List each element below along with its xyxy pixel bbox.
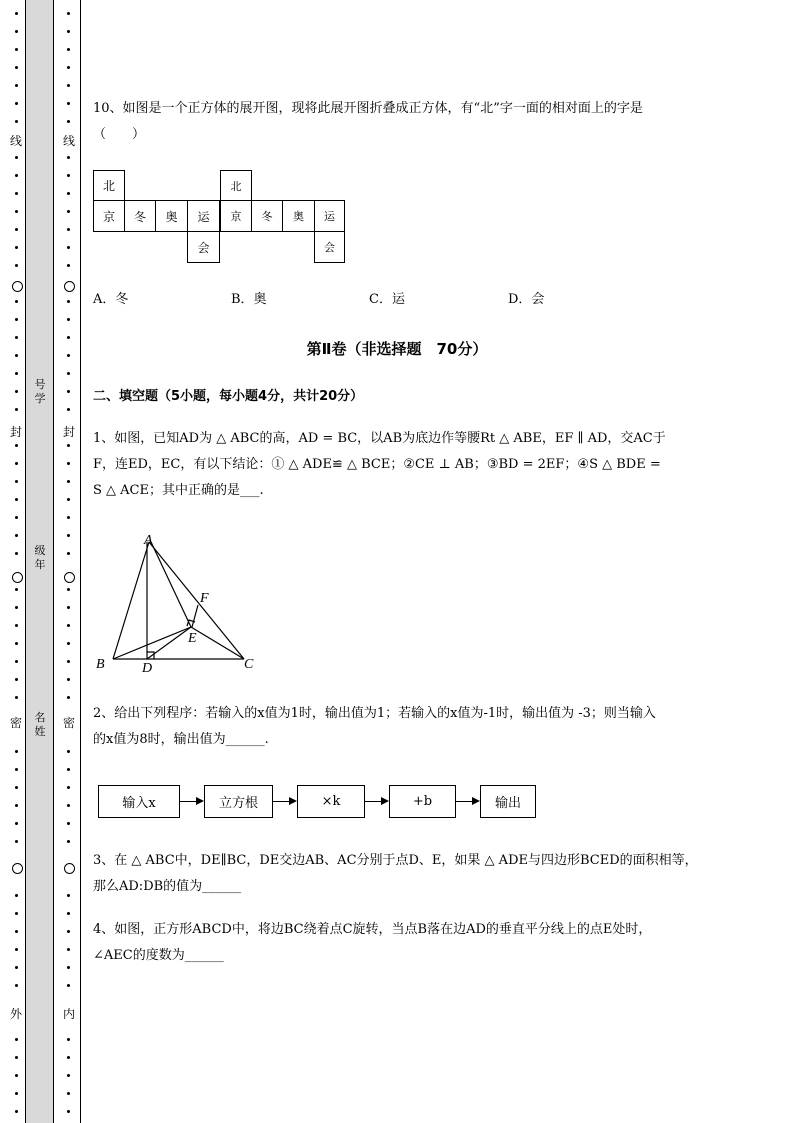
margin-dot (15, 228, 18, 231)
margin-dot (15, 642, 18, 645)
margin-label-mi-outer: 密 (9, 716, 22, 730)
q10-option-c: C．运 (369, 292, 405, 307)
margin-dot (67, 48, 70, 51)
margin-dot (67, 1110, 70, 1113)
net1-cell-hui: 会 (187, 231, 220, 263)
margin-dot (15, 498, 18, 501)
margin-dot (67, 390, 70, 393)
margin-dot (15, 912, 18, 915)
margin-dot (67, 120, 70, 123)
margin-circle (12, 863, 23, 874)
flow-arrowhead (289, 797, 297, 805)
margin-dot (67, 696, 70, 699)
q10-option-d: D．会 (508, 292, 545, 307)
margin-dot (15, 30, 18, 33)
margin-dot (67, 606, 70, 609)
margin-circle (64, 281, 75, 292)
net1-cell-ao: 奥 (155, 200, 188, 232)
margin-dot (67, 840, 70, 843)
field-grade-label: 级年 (34, 544, 46, 571)
margin-dot (15, 444, 18, 447)
margin-dot (67, 534, 70, 537)
fill-in-blank-heading: 二、填空题（5小题，每小题4分，共计20分） (93, 389, 364, 404)
margin-dot (67, 912, 70, 915)
flow-arrowhead (472, 797, 480, 805)
margin-dot (15, 894, 18, 897)
margin-dot (15, 606, 18, 609)
margin-dot (67, 462, 70, 465)
flow-output-box: 输出 (480, 785, 536, 818)
margin-dot (15, 588, 18, 591)
margin-dot (15, 534, 18, 537)
margin-dot (15, 1074, 18, 1077)
net2-cell-ao: 奥 (282, 200, 315, 232)
margin-dot (15, 300, 18, 303)
margin-dot (15, 750, 18, 753)
q10-text: 10、如图是一个正方体的展开图，现将此展开图折叠成正方体，有“北”字一面的相对面上的字是 (93, 101, 643, 116)
margin-circle (12, 281, 23, 292)
margin-label-nei: 内 (62, 1007, 75, 1021)
margin-dot (67, 300, 70, 303)
margin-dot (15, 930, 18, 933)
margin-dot (67, 768, 70, 771)
point-c-label: C (244, 657, 254, 672)
margin-dot (15, 66, 18, 69)
margin-dot (15, 174, 18, 177)
margin-dot (67, 12, 70, 15)
margin-circle (64, 863, 75, 874)
margin-dot (67, 678, 70, 681)
margin-dot (67, 516, 70, 519)
margin-dot (67, 930, 70, 933)
triangle-diagram (90, 528, 270, 678)
flow-arrow (180, 801, 196, 802)
q1-line1: 1、如图，已知AD为 △ ABC的高，AD = BC，以AB为底边作等腰Rt △ ABE，EF ∥ AD，交AC于 (93, 431, 666, 446)
margin-dot (67, 480, 70, 483)
point-e-label: E (188, 631, 197, 646)
margin-label-mi-inner: 密 (62, 716, 75, 730)
flow-multiply-k-box: ×k (297, 785, 365, 818)
margin-dot (67, 174, 70, 177)
margin-dot (67, 822, 70, 825)
margin-dot (15, 1110, 18, 1113)
margin-circle (64, 572, 75, 583)
margin-dot (67, 1092, 70, 1095)
net1-cell-jing: 京 (93, 200, 125, 232)
margin-label-xian-outer: 线 (9, 134, 22, 148)
margin-dot (15, 840, 18, 843)
margin-dot (67, 660, 70, 663)
margin-dot (15, 156, 18, 159)
margin-dot (15, 84, 18, 87)
q10-blank: （ ） (93, 127, 146, 142)
flow-cube-root-box: 立方根 (204, 785, 273, 818)
net2-cell-bei: 北 (220, 170, 252, 201)
margin-dot (15, 660, 18, 663)
net2-cell-yun: 运 (314, 200, 345, 232)
margin-dot (67, 588, 70, 591)
margin-dot (67, 210, 70, 213)
margin-label-feng-inner: 封 (62, 425, 75, 439)
margin-dot (67, 156, 70, 159)
net2-cell-hui: 会 (314, 231, 345, 263)
margin-dot (15, 1092, 18, 1095)
margin-dot (67, 264, 70, 267)
margin-dot (15, 768, 18, 771)
q4-line2: ∠AEC的度数为______ (93, 948, 224, 963)
margin-dot (15, 264, 18, 267)
point-b-label: B (96, 657, 105, 672)
margin-dot (15, 102, 18, 105)
margin-dot (15, 480, 18, 483)
net2-cell-dong: 冬 (251, 200, 283, 232)
margin-dot (67, 30, 70, 33)
margin-dot (67, 894, 70, 897)
q3-line2: 那么AD:DB的值为______ (93, 879, 242, 894)
point-a-label: A (144, 533, 153, 548)
margin-label-xian-inner: 线 (62, 134, 75, 148)
q2-line1: 2、给出下列程序：若输入的x值为1时，输出值为1；若输入的x值为-1时，输出值为 -3；则当输入 (93, 706, 656, 721)
margin-dot (67, 1074, 70, 1077)
point-f-label: F (200, 591, 209, 606)
point-d-label: D (142, 661, 153, 676)
margin-dot (67, 786, 70, 789)
margin-dot (67, 804, 70, 807)
margin-dot (15, 48, 18, 51)
net1-cell-dong: 冬 (124, 200, 156, 232)
net1-cell-yun: 运 (187, 200, 220, 232)
margin-dot (15, 120, 18, 123)
margin-dot (15, 246, 18, 249)
margin-circle (12, 572, 23, 583)
margin-dot (67, 750, 70, 753)
margin-line-middle (53, 0, 54, 1123)
margin-dot (15, 822, 18, 825)
field-exam-number-label: 号学 (34, 378, 46, 405)
margin-label-feng-outer: 封 (9, 425, 22, 439)
margin-dot (15, 678, 18, 681)
margin-dot (67, 984, 70, 987)
margin-dot (67, 948, 70, 951)
q1-line2: F，连ED，EC，有以下结论：① △ ADE≌ △ BCE；②CE ⊥ AB；③BD = 2EF；④S △ BDE = (93, 457, 661, 472)
field-name-label: 名姓 (34, 711, 46, 738)
margin-dot (15, 462, 18, 465)
margin-dot (15, 516, 18, 519)
flow-add-b-box: +b (389, 785, 456, 818)
margin-dot (67, 84, 70, 87)
margin-dot (15, 408, 18, 411)
q10-option-b: B．奥 (231, 292, 267, 307)
margin-dot (67, 444, 70, 447)
margin-dot (67, 228, 70, 231)
margin-dot (67, 102, 70, 105)
margin-dot (67, 1056, 70, 1059)
margin-dot (15, 318, 18, 321)
flow-arrow (273, 801, 289, 802)
margin-dot (15, 390, 18, 393)
margin-dot (15, 948, 18, 951)
margin-dot (67, 408, 70, 411)
margin-label-wai: 外 (9, 1007, 22, 1021)
margin-dot (67, 552, 70, 555)
margin-dot (15, 696, 18, 699)
flow-arrow (456, 801, 472, 802)
flow-arrow (365, 801, 381, 802)
q3-line1: 3、在 △ ABC中，DE∥BC，DE交边AB、AC分别于点D、E，如果 △ ADE与四边形BCED的面积相等， (93, 853, 698, 868)
margin-dot (67, 66, 70, 69)
margin-dot (67, 498, 70, 501)
margin-dot (15, 192, 18, 195)
margin-dot (15, 966, 18, 969)
q10-option-a: A．冬 (93, 292, 129, 307)
margin-dot (67, 1038, 70, 1041)
margin-dot (15, 1056, 18, 1059)
margin-line-outer (25, 0, 26, 1123)
flow-arrowhead (381, 797, 389, 805)
margin-dot (15, 210, 18, 213)
margin-dot (15, 1038, 18, 1041)
net2-cell-jing: 京 (220, 200, 252, 232)
flow-arrowhead (196, 797, 204, 805)
margin-dot (15, 624, 18, 627)
margin-dot (15, 804, 18, 807)
margin-dot (67, 966, 70, 969)
margin-dot (67, 624, 70, 627)
q2-line2: 的x值为8时，输出值为______. (93, 732, 269, 747)
margin-dot (15, 984, 18, 987)
margin-dot (15, 372, 18, 375)
section-2-title: 第Ⅱ卷（非选择题 70分） (306, 340, 488, 358)
margin-dot (67, 372, 70, 375)
margin-dot (67, 642, 70, 645)
net1-cell-bei: 北 (93, 170, 125, 201)
margin-dot (15, 786, 18, 789)
q4-line1: 4、如图，正方形ABCD中，将边BC绕着点C旋转，当点B落在边AD的垂直平分线上的点E处时， (93, 922, 652, 937)
margin-dot (67, 246, 70, 249)
margin-dot (67, 192, 70, 195)
q1-line3: S △ ACE；其中正确的是___. (93, 483, 264, 498)
margin-dot (15, 12, 18, 15)
flow-input-box: 输入x (98, 785, 180, 818)
margin-dot (67, 318, 70, 321)
margin-dot (15, 552, 18, 555)
margin-line-inner (80, 0, 81, 1123)
